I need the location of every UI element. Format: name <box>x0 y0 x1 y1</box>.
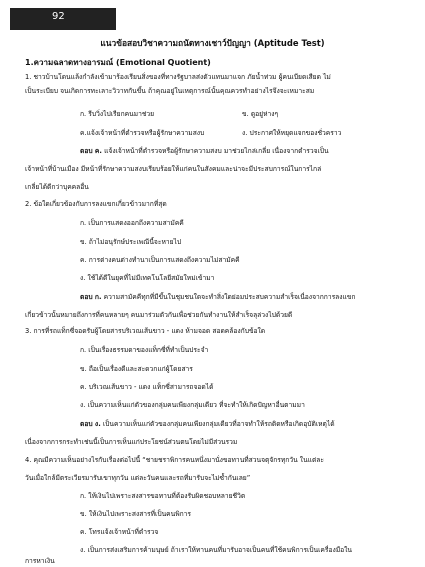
q3-option-d: ง. เป็นความเห็นแก่ตัวของกลุ่มคนเพียงกลุ่มเดียว ที่จะทำให้เกิดปัญหาอื่นตามมา <box>80 401 305 409</box>
q2-option-c: ค. การต่างคนต่างทำนาเป็นการแสดงถึงความไม่สามัคคี <box>80 256 240 264</box>
q2-answer-line2: เกี่ยวข้าวนั้นหมายถึงการที่คนหลายๆ คนมาร่วมตัวกันเพื่อช่วยกันทำงานให้สำเร็จลุล่วงไปด้วยดี <box>25 311 293 319</box>
q2-answer-text: ความสามัคคีทุกที่มีขึ้นในชุมชนใดจะทำสิ่งใดย่อมประสบความสำเร็จเนื่องจากการลงแขก <box>103 293 356 301</box>
q4-option-c: ค. โทรแจ้งเจ้าหน้าที่ตำรวจ <box>80 528 159 536</box>
q1-option-b: ข. ดูอยู่ห่างๆ <box>242 110 279 118</box>
q3-answer-text: เป็นความเห็นแก่ตัวของกลุ่มคนเพียงกลุ่มเดียวที่อาจทำให้รถติดหรือเกิดอุบัติเหตุได้ <box>102 420 335 428</box>
q4-option-a: ก. ให้เงินไปเพราะสงสารขอทานที่ต้องรับผิดชอบหลายชีวิต <box>80 492 246 500</box>
page-number: 92 <box>52 11 65 22</box>
q3-option-a: ก. เป็นเรื่องธรรมดาของแท็กซี่ที่ทำเป็นประจำ <box>80 346 209 354</box>
q3-answer-line1 <box>80 420 335 429</box>
q1-answer-text: แจ้งเจ้าหน้าที่ตำรวจหรือผู้รักษาความสงบ มาช่วยไกล่เกลี่ย เนื่องจากตำรวจเป็น <box>104 147 329 155</box>
q4-option-b: ข. ให้เงินไปเพราะสงสารที่เป็นคนพิการ <box>80 510 191 518</box>
q4-option-d-line2: การหาเงิน <box>25 557 55 565</box>
q1-stem-line2: เป็นระเบียบ จนเกิดการทะเลาะวิวาทกันขึ้น ถ้าคุณอยู่ในเหตุการณ์นั้นคุณควรทำอย่างไรจึงจะเหมาะสม <box>25 87 315 95</box>
document-title: แนวข้อสอบวิชาความถนัดทางเชาว์ปัญญา (Aptitude Test) <box>100 38 325 48</box>
q3-answer-label: ตอบ ง. <box>80 420 101 428</box>
q1-option-a: ก. รีบวิ่งไปเรียกคนมาช่วย <box>80 110 155 118</box>
q4-option-d-line1: ง. เป็นการส่งเสริมการค้ามนุษย์ ถ้าเราให้ทานคนที่มารับอาจเป็นคนที่ใช้คนพิการเป็นเครื่องมือใน <box>80 546 352 554</box>
q2-stem: 2. ข้อใดเกี่ยวข้องกับการลงแขกเกี่ยวข้าวมากที่สุด <box>25 200 167 208</box>
q2-option-b: ข. ถ้าไม่อนุรักษ์ประเพณีนี้จะหายไป <box>80 238 182 246</box>
q2-option-a: ก. เป็นการแสดงออกถึงความสามัคคี <box>80 219 184 227</box>
q2-answer-label: ตอบ ก. <box>80 293 102 301</box>
q3-stem: 3. การที่รถแท็กซี่จอดรับผู้โดยสารบริเวณเส้นขาว - แดง ห้ามจอด สอดคล้องกับข้อใด <box>25 327 266 335</box>
q1-stem-line1: 1. ชาวบ้านโดนแล้งกำลังเข้ามาร้องเรียนสิ่งของที่ทางรัฐบาลส่งตัวแทนมาแจก ภัยน้ำท่วม ผู้คนเบียดเสียด ไม่ <box>25 73 331 81</box>
q1-answer-line1 <box>80 147 329 156</box>
q4-stem-line2: วันเมื่อใกล้มีตระเวียรมารับเขาทุกวัน แต่ละวันคนและรถที่มารับจะไม่ซ้ำกันเลย” <box>25 474 251 482</box>
q4-stem-line1: 4. คุณมีความเห็นอย่างไรกับเรื่องต่อไปนี้ “ชายชราพิการคนหนึ่งมานั่งขอทานที่สวนจตุจักรทุกวัน ในแต่ละ <box>25 456 324 464</box>
q3-answer-line2: เนื่องจากการกระทำเช่นนี้เป็นการเห็นแก่ประโยชน์ส่วนตนโดยไม่มีส่วนรวม <box>25 438 238 446</box>
q1-answer-label: ตอบ ค. <box>80 147 102 155</box>
q2-answer-line1 <box>80 293 355 302</box>
q1-answer-line3: เกลี่ยได้ดีกว่าบุคคลอื่น <box>25 183 89 191</box>
section-title: 1.ความฉลาดทางอารมณ์ (Emotional Quotient) <box>25 58 211 67</box>
q3-option-b: ข. ถือเป็นเรื่องดีและสะดวกแก่ผู้โดยสาร <box>80 365 193 373</box>
q2-option-d: ง. ใช้ได้ดีในยุคที่ไม่มีเทคโนโลยีสมัยใหม่เข้ามา <box>80 274 215 282</box>
q3-option-c: ค. บริเวณเส้นขาว - แดง แท็กซี่สามารถจอดได้ <box>80 383 214 391</box>
q1-answer-line2: เจ้าหน้าที่บ้านเมือง มีหน้าที่รักษาความสงบเรียบร้อยให้แก่คนในสังคมและน่าจะมีประสบการณ์ในการไกล่ <box>25 165 322 173</box>
q1-option-c: ค.แจ้งเจ้าหน้าที่ตำรวจหรือผู้รักษาความสงบ <box>80 129 205 137</box>
page-number-bar <box>10 8 116 30</box>
q1-option-d: ง. ประกาศให้หยุดแจกของชั่วคราว <box>242 129 342 137</box>
